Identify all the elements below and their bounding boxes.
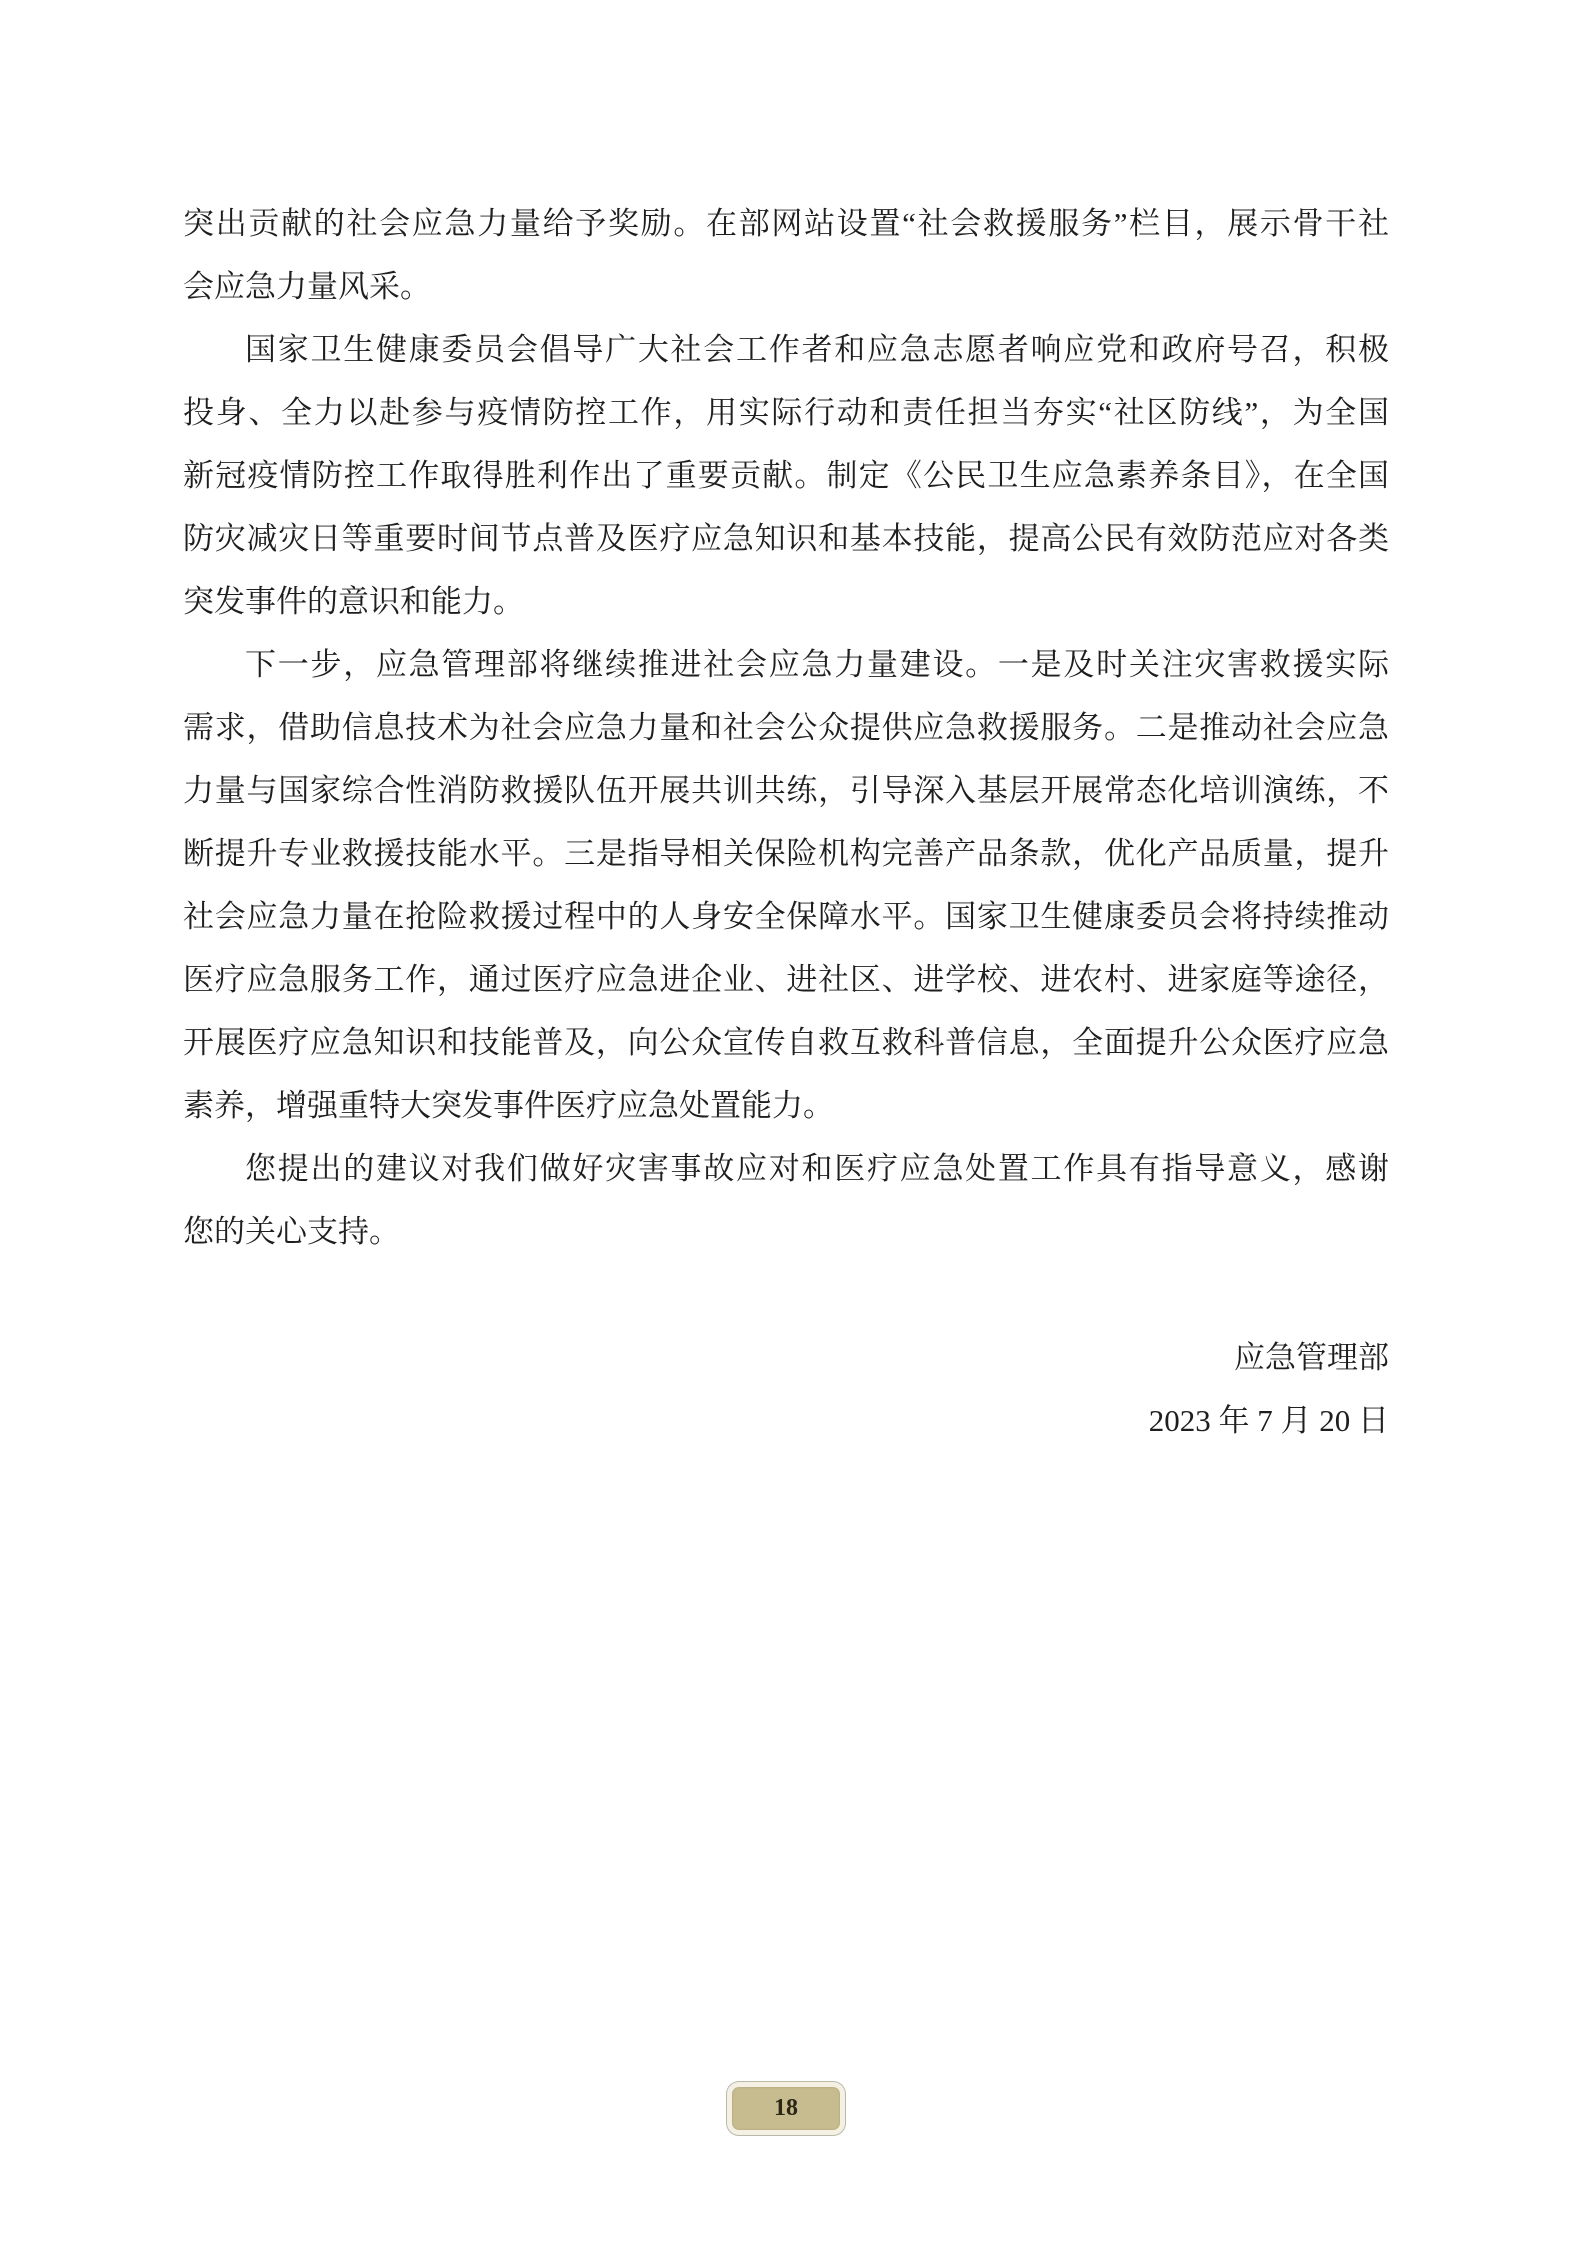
text-line: 国家卫生健康委员会倡导广大社会工作者和应急志愿者响应党和政府号召，积极 <box>245 332 1389 367</box>
text-line: 断提升专业救援技能水平。三是指导相关保险机构完善产品条款，优化产品质量，提升 <box>183 836 1389 871</box>
text-line: 突发事件的意识和能力。 <box>183 584 524 619</box>
signature-block <box>183 1326 1389 1452</box>
text-line: 您的关心支持。 <box>183 1214 400 1249</box>
text-line: 投身、全力以赴参与疫情防控工作，用实际行动和责任担当夯实“社区防线”，为全国 <box>183 395 1389 430</box>
text-line: 素养，增强重特大突发事件医疗应急处置能力。 <box>183 1088 834 1123</box>
page-number: 18 <box>774 2095 798 2121</box>
text-line: 防灾减灾日等重要时间节点普及医疗应急知识和基本技能，提高公民有效防范应对各类 <box>183 521 1389 556</box>
signature-org: 应急管理部 <box>1234 1340 1389 1375</box>
text-line: 开展医疗应急知识和技能普及，向公众宣传自救互救科普信息，全面提升公众医疗应急 <box>183 1025 1389 1060</box>
text-line: 医疗应急服务工作，通过医疗应急进企业、进社区、进学校、进农村、进家庭等途径， <box>183 962 1389 997</box>
text-line: 会应急力量风采。 <box>183 269 431 304</box>
text-line: 力量与国家综合性消防救援队伍开展共训共练，引导深入基层开展常态化培训演练，不 <box>183 773 1389 808</box>
text-line: 下一步，应急管理部将继续推进社会应急力量建设。一是及时关注灾害救援实际 <box>245 647 1389 682</box>
text-line: 新冠疫情防控工作取得胜利作出了重要贡献。制定《公民卫生应急素养条目》，在全国 <box>183 458 1389 493</box>
text-line: 您提出的建议对我们做好灾害事故应对和医疗应急处置工作具有指导意义，感谢 <box>245 1151 1389 1186</box>
text-line: 社会应急力量在抢险救援过程中的人身安全保障水平。国家卫生健康委员会将持续推动 <box>183 899 1389 934</box>
signature-date: 2023 年 7 月 20 日 <box>1148 1403 1389 1438</box>
text-line: 需求，借助信息技术为社会应急力量和社会公众提供应急救援服务。二是推动社会应急 <box>183 710 1389 745</box>
page-number-badge <box>727 2082 845 2135</box>
letter-body <box>183 192 1389 1452</box>
text-line: 突出贡献的社会应急力量给予奖励。在部网站设置“社会救援服务”栏目，展示骨干社 <box>183 206 1389 241</box>
